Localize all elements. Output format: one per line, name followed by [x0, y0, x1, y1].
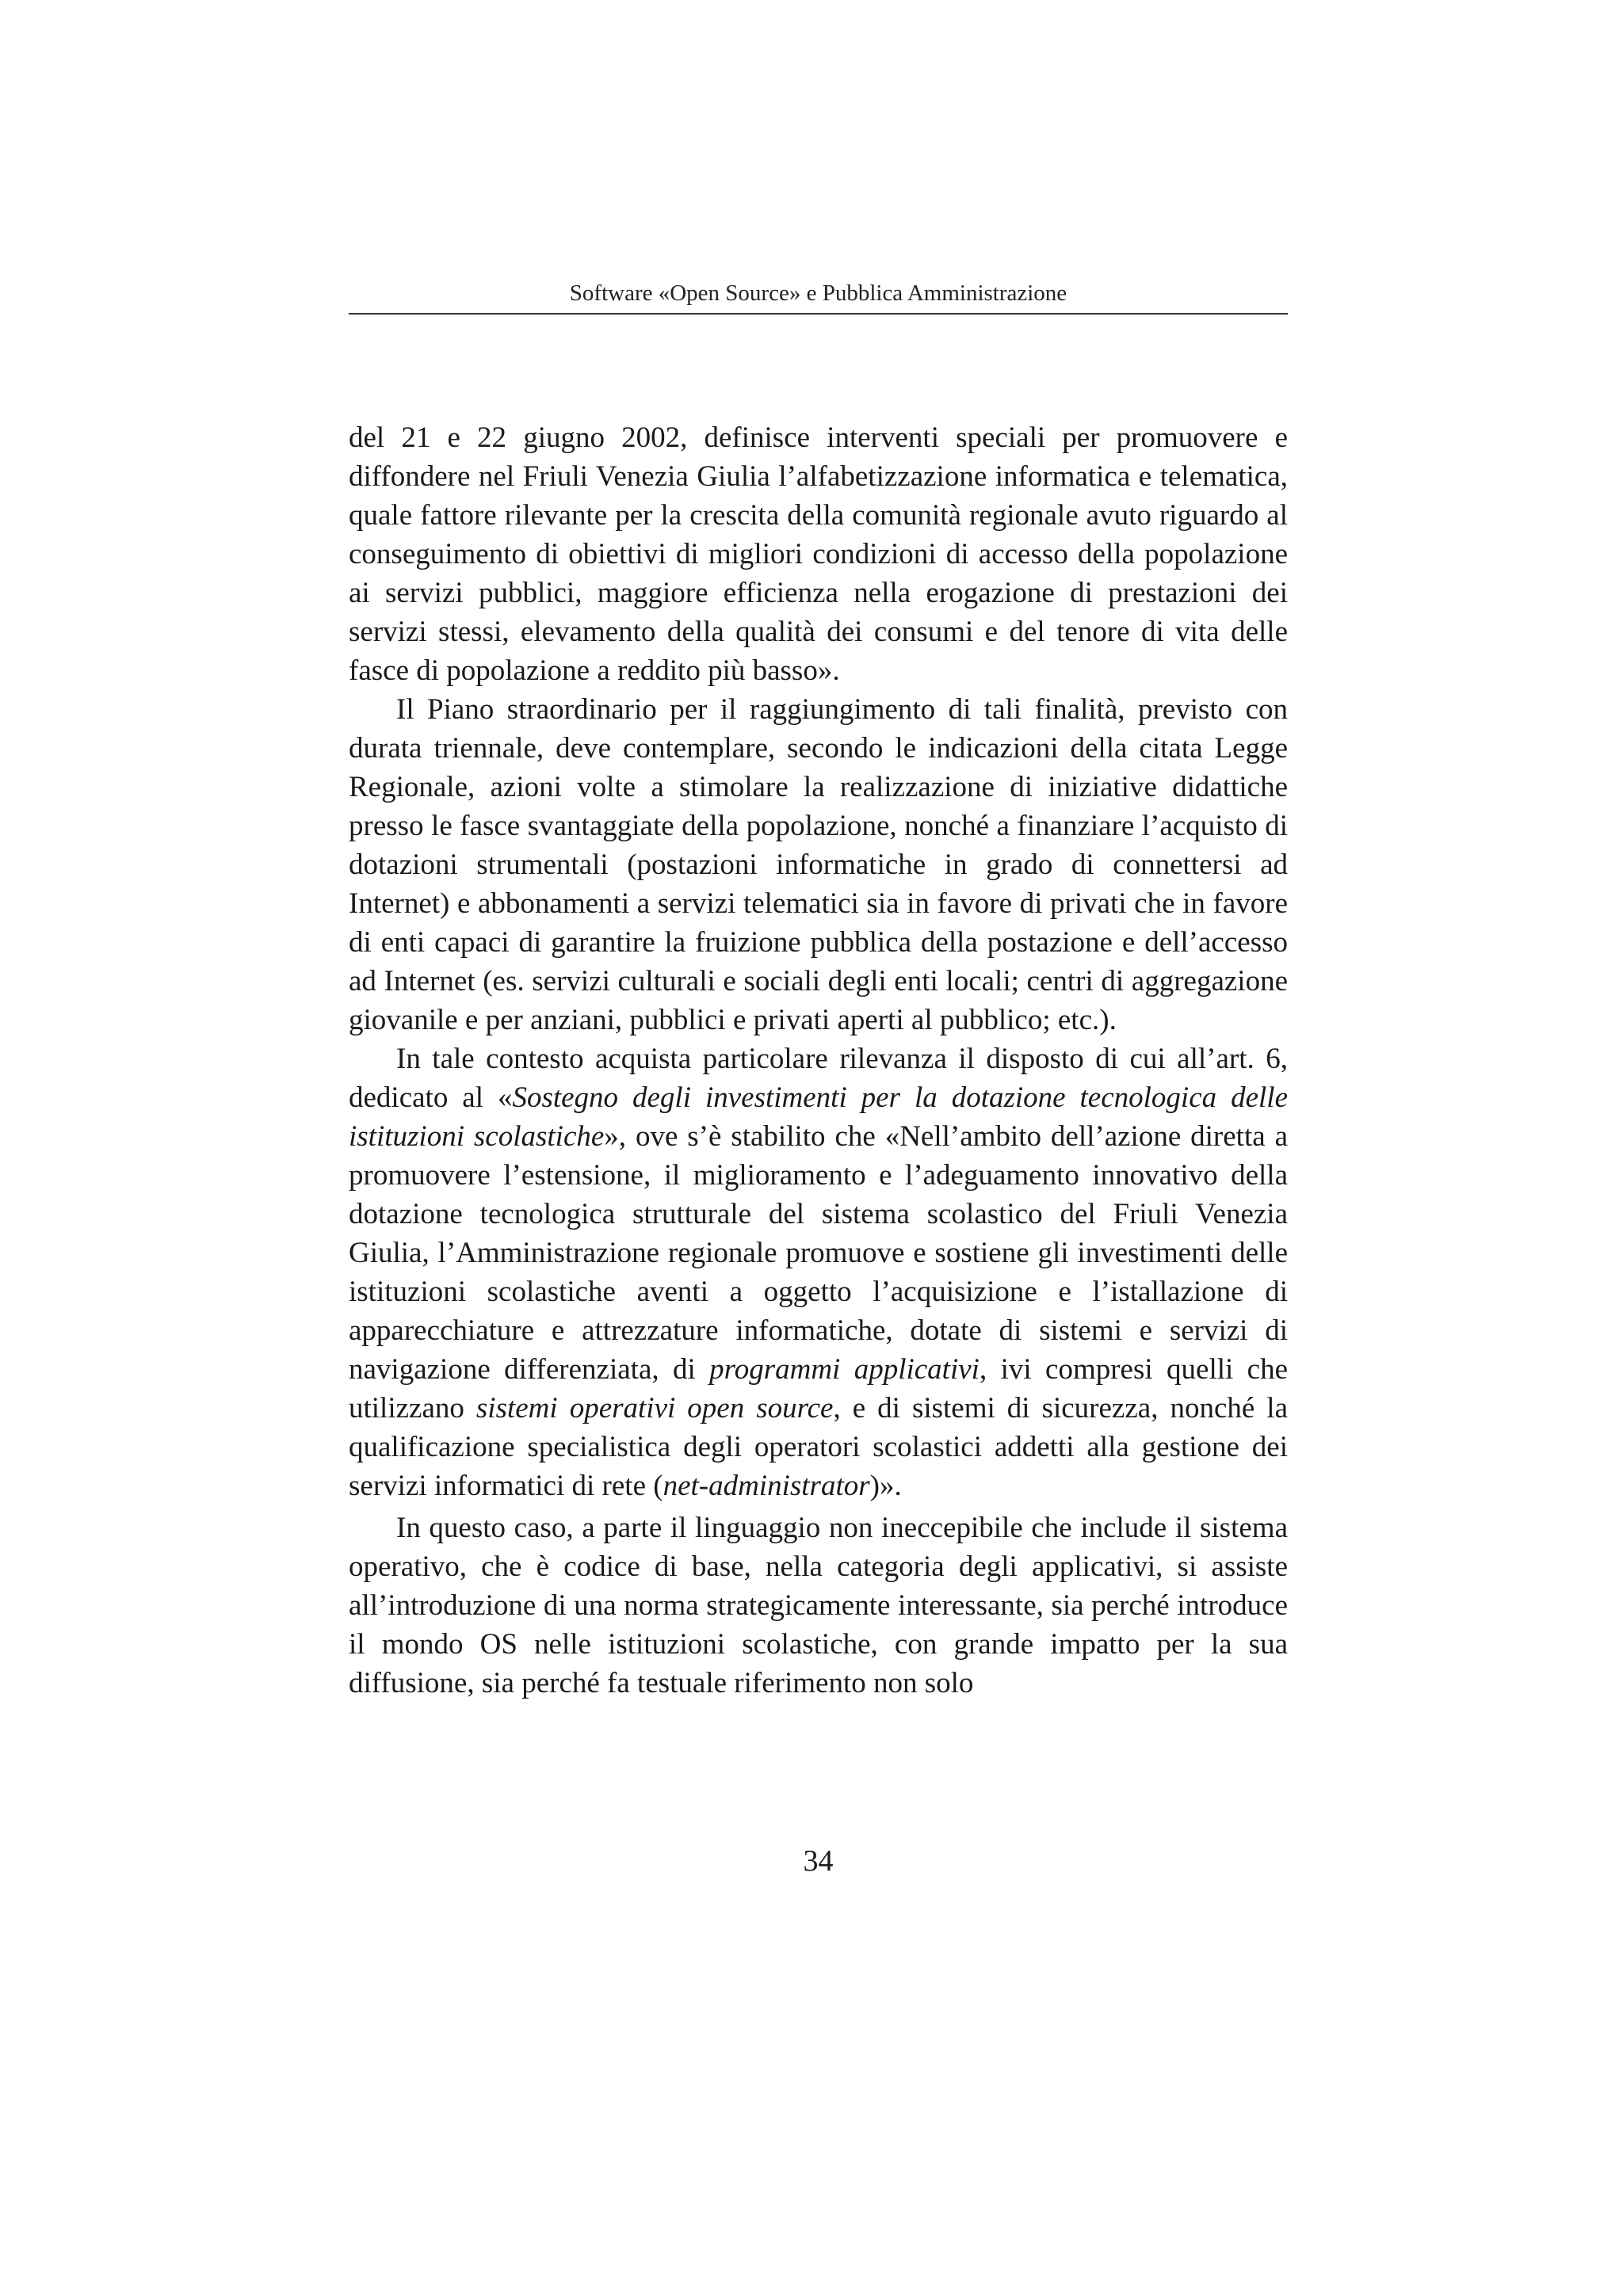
paragraph-3-italic-title: Sostegno degli investimenti per la dotazione tecnologica delle istituzioni scolastiche [349, 1081, 1288, 1153]
paragraph-3-italic-netadmin: net-administrator [663, 1470, 870, 1502]
paragraph-3-text-c: », ove s’è stabilito che «Nell’ambito dell’azione diretta a promuovere l’estensione, il miglioramento e l’adeguamento innovativo della dotazione tecnologica strutturale del sistema scolastico del Friuli Venezia Giulia, l’Amministrazione regionale promuove e sostiene gli investimenti delle istituzioni scolastiche aventi a oggetto l’acquisizione e l’istallazione di apparecchiature e attrezzature informatiche, dotate di sistemi e servizi di navigazione differenziata, di [349, 1120, 1288, 1386]
header-rule [349, 313, 1288, 315]
paragraph-3-text-a: In tale contesto acquista particolare rilevanza il disposto di cui all’art. 6, dedicato al « [349, 1043, 1288, 1114]
paragraph-1: del 21 e 22 giugno 2002, definisce interventi speciali per promuovere e diffondere nel Friuli Venezia Giulia l’alfabetizzazione informatica e telematica, quale fattore rilevante per la crescita della comunità regionale avuto riguardo al conseguimento di obiettivi di migliori condizioni di accesso della popolazione ai servizi pubblici, maggiore efficienza nella erogazione di prestazioni dei servizi stessi, elevamento della qualità dei consumi e del tenore di vita delle fasce di popolazione a reddito più basso». [349, 421, 1288, 687]
body-text [349, 418, 1288, 1703]
page-number: 34 [803, 1844, 834, 1878]
paragraph-3-italic-sistemi: sistemi operativi open source [475, 1392, 834, 1425]
paragraph-3-text-i: )». [869, 1470, 902, 1502]
paragraph-3-text-g: , e di sistemi di sicurezza, nonché la qualificazione specialistica degli operatori scolastici addetti alla gestione dei servizi informatici di rete ( [349, 1392, 1289, 1502]
paragraph-4: In questo caso, a parte il linguaggio non ineccepibile che include il sistema operativo, che è codice di base, nella categoria degli applicativi, si assiste all’introduzione di una norma strategicamente interessante, sia perché introduce il mondo OS nelle istituzioni scolastiche, con grande impatto per la sua diffusione, sia perché fa testuale riferimento non solo [349, 1512, 1288, 1699]
paragraph-2: Il Piano straordinario per il raggiungimento di tali finalità, previsto con durata triennale, deve contemplare, secondo le indicazioni della citata Legge Regionale, azioni volte a stimolare la realizzazione di iniziative didattiche presso le fasce svantaggiate della popolazione, nonché a finanziare l’acquisto di dotazioni strumentali (postazioni informatiche in grado di connettersi ad Internet) e abbonamenti a servizi telematici sia in favore di privati che in favore di enti capaci di garantire la fruizione pubblica della postazione e dell’accesso ad Internet (es. servizi culturali e sociali degli enti locali; centri di aggregazione giovanile e per anziani, pubblici e privati aperti al pubblico; etc.). [349, 693, 1288, 1036]
paragraph-3-text-e: , ivi compresi quelli che utilizzano [349, 1353, 1289, 1425]
paragraph-3-italic-programmi: programmi applicativi [709, 1353, 980, 1386]
paragraph-3 [349, 1039, 1288, 1505]
running-header: Software «Open Source» e Pubblica Amministrazione [569, 280, 1067, 306]
